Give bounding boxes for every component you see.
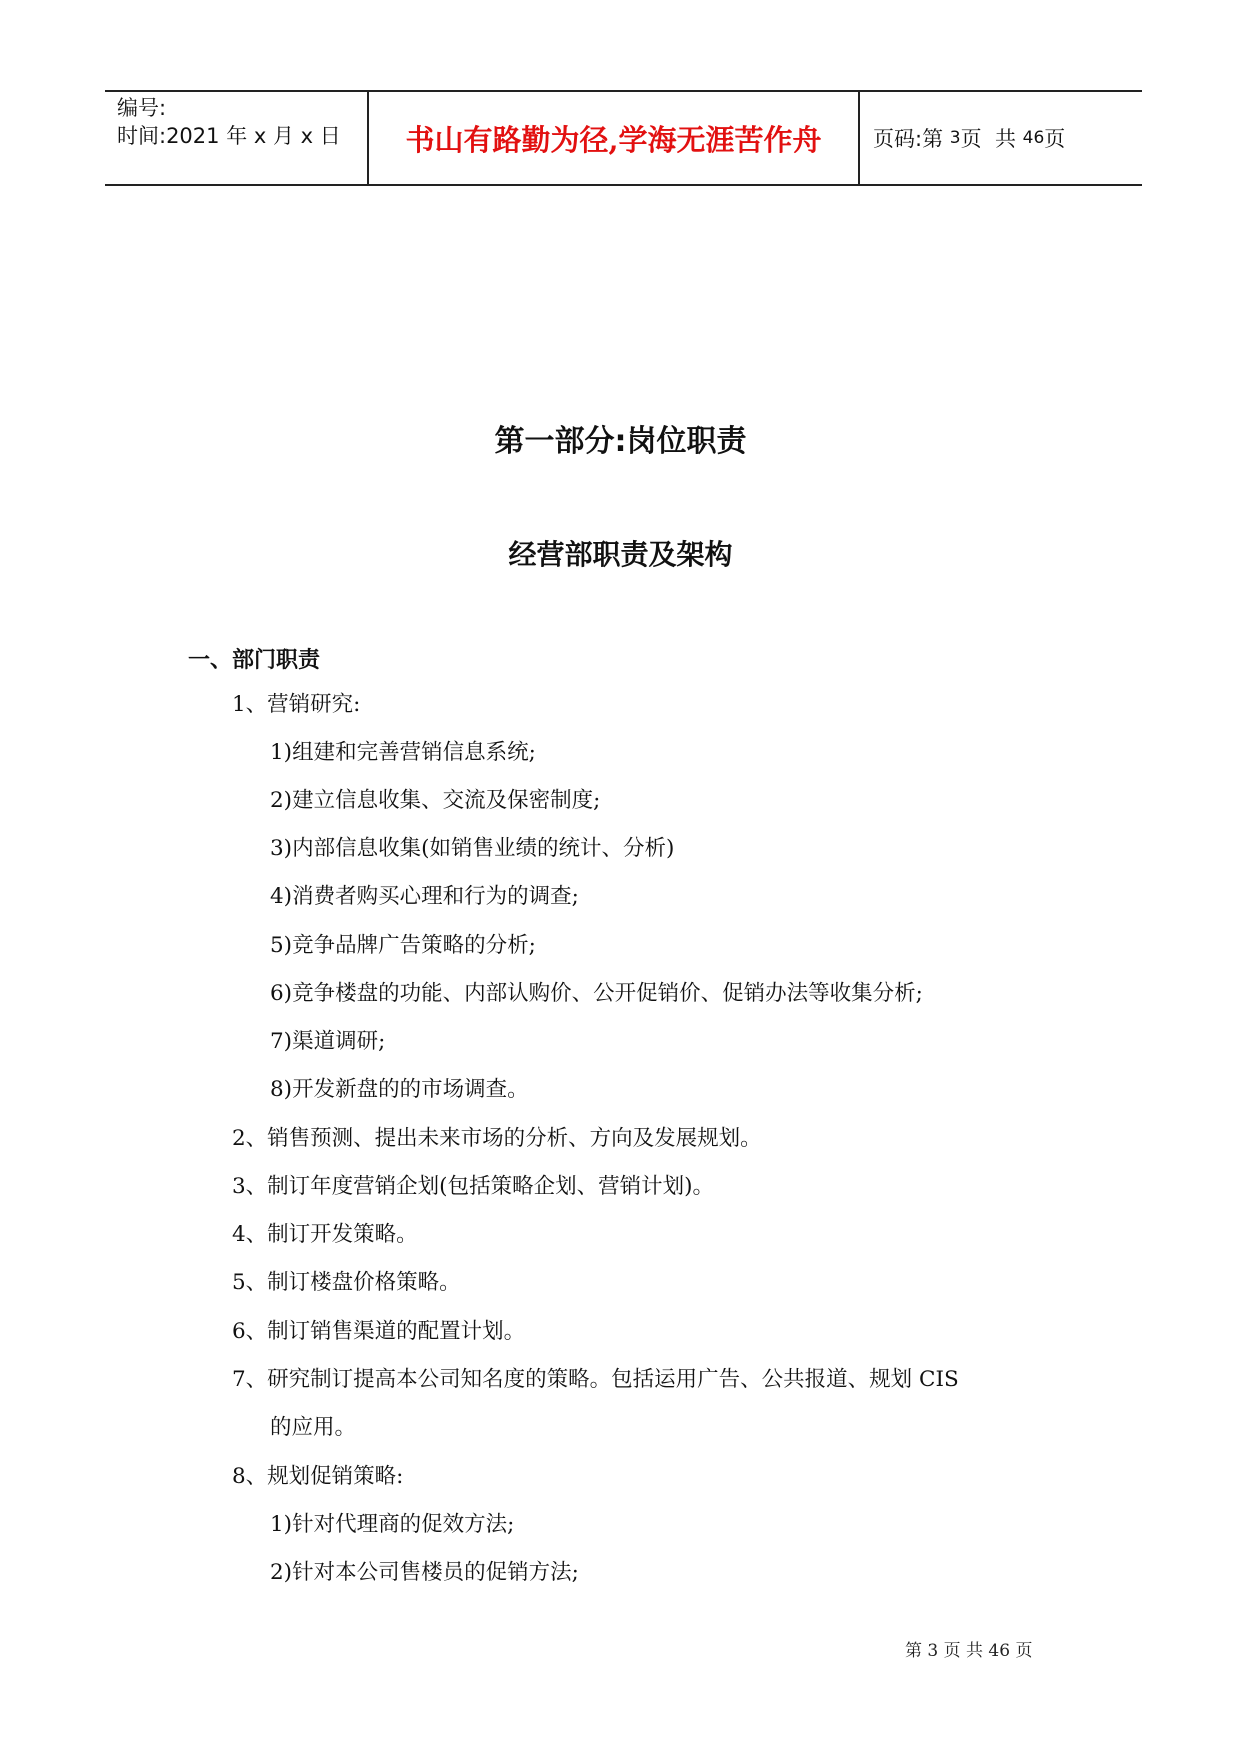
list-item: 4、制订开发策略。 [232,1222,418,1247]
part-title: 第一部分:岗位职责 [494,424,747,459]
list-item-continuation: 的应用。 [270,1415,357,1440]
list-item: 5、制订楼盘价格策略。 [232,1270,461,1295]
section-heading: 一、部门职责 [188,648,321,673]
page-header [105,90,1142,186]
list-item: 6、制订销售渠道的配置计划。 [232,1319,526,1344]
page-suffix: 页 [1044,127,1066,151]
header-meta [117,94,341,150]
page-number: 3 [949,128,961,148]
list-item: 2、销售预测、提出未来市场的分析、方向及发展规划。 [232,1126,762,1151]
time-label: 时间:2021 年 x 月 x 日 [117,124,341,148]
list-item: 3)内部信息收集(如销售业绩的统计、分析) [270,836,675,861]
list-item: 1)组建和完善营销信息系统; [270,740,536,765]
page-mid: 页 共 [960,127,1023,151]
header-divider-right [858,92,860,184]
page-footer: 第 3 页 共 46 页 [905,1641,1033,1661]
list-item: 2)建立信息收集、交流及保密制度; [270,788,601,813]
list-item: 8、规划促销策略: [232,1464,404,1489]
page-prefix: 页码:第 [873,127,950,151]
list-item: 8)开发新盘的的市场调查。 [270,1077,529,1102]
subtitle: 经营部职责及架构 [508,538,733,571]
header-motto: 书山有路勤为径,学海无涯苦作舟 [405,122,822,157]
list-item: 3、制订年度营销企划(包括策略企划、营销计划)。 [232,1174,714,1199]
list-item: 1、营销研究: [232,692,361,717]
list-item: 7)渠道调研; [270,1029,386,1054]
list-item: 6)竞争楼盘的功能、内部认购价、公开促销价、促销办法等收集分析; [270,981,923,1006]
list-item: 2)针对本公司售楼员的促销方法; [270,1560,579,1585]
list-item: 7、研究制订提高本公司知名度的策略。包括运用广告、公共报道、规划 CIS [232,1367,959,1392]
number-label: 编号: [117,96,167,120]
list-item: 4)消费者购买心理和行为的调查; [270,884,579,909]
page-total: 46 [1022,128,1045,148]
list-item: 1)针对代理商的促效方法; [270,1512,515,1537]
header-page-info [873,92,1065,184]
list-item: 5)竞争品牌广告策略的分析; [270,933,536,958]
